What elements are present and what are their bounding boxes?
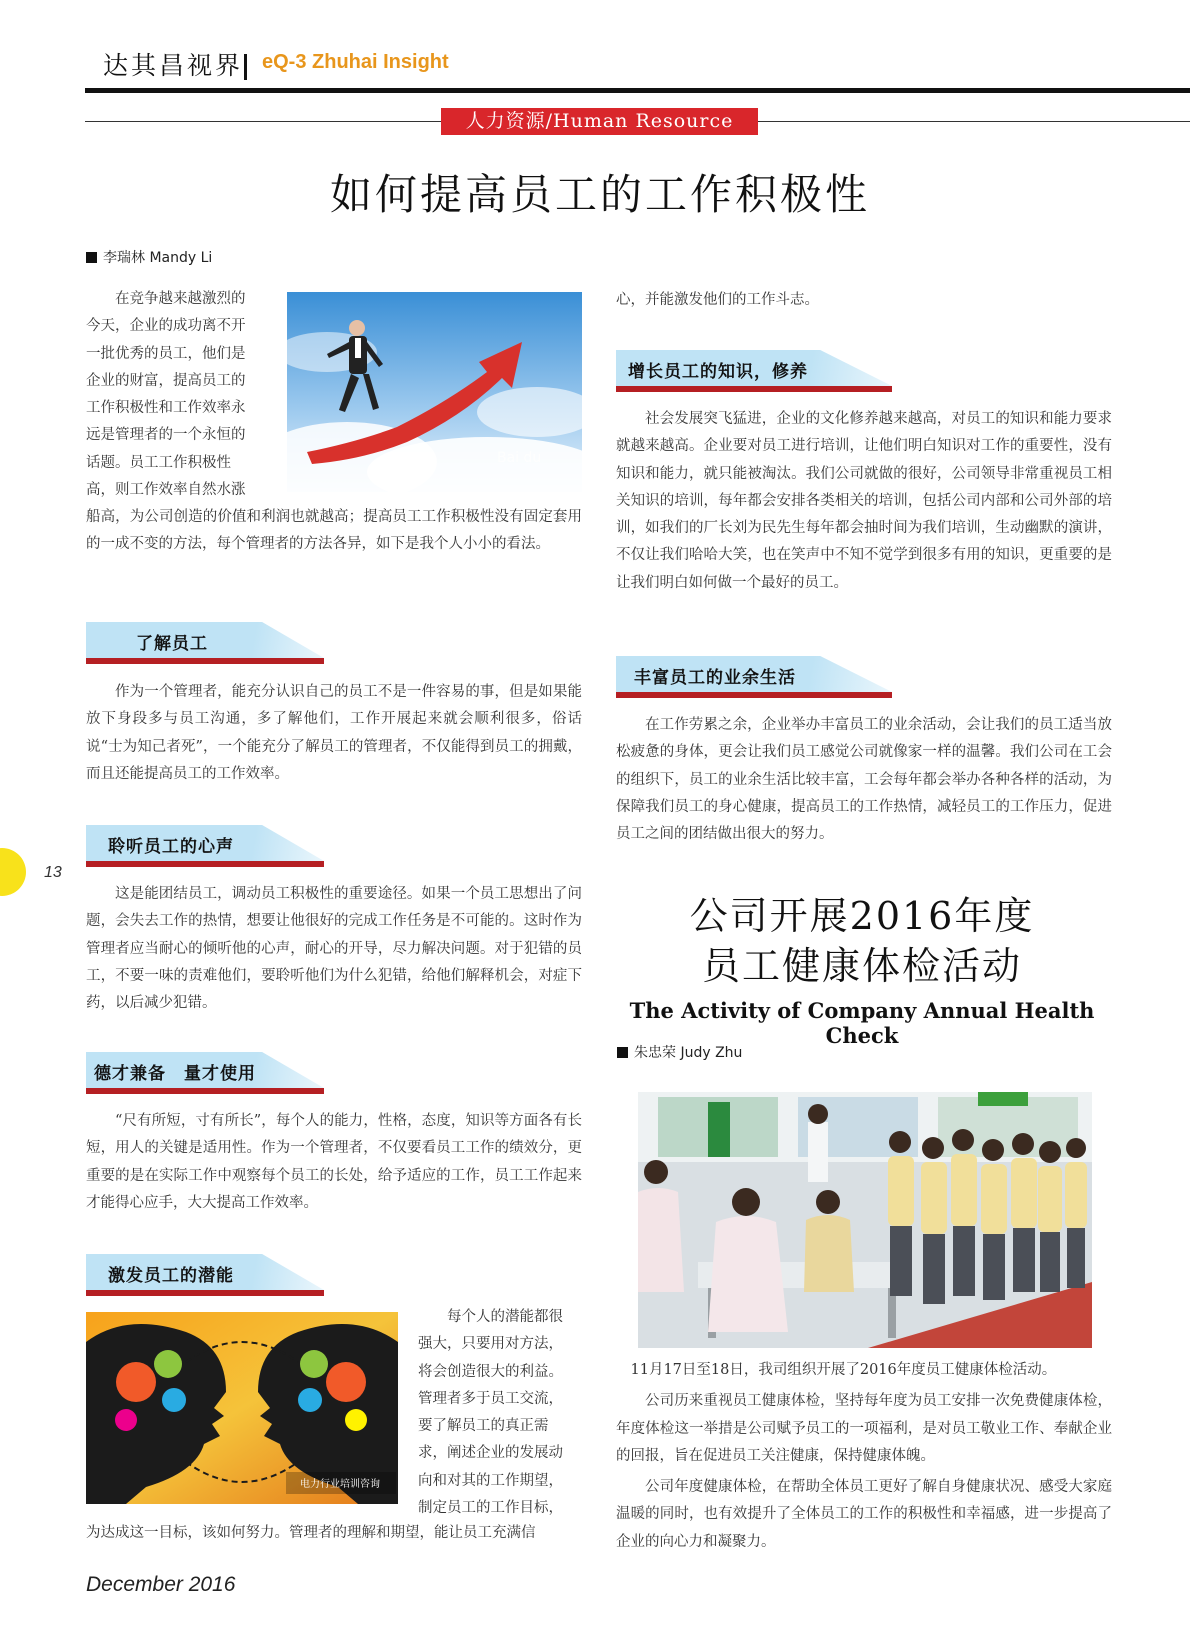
section-body-knowledge [616, 406, 1112, 597]
heading-text: 德才兼备 量才使用 [94, 1064, 256, 1084]
heading-text: 了解员工 [136, 634, 208, 654]
issue-date: December 2016 [86, 1573, 236, 1596]
body-line: 将会创造很大的利益。 [418, 1363, 563, 1380]
heading-underline [86, 1088, 324, 1094]
section-tag: 人力资源/Human Resource [441, 108, 758, 135]
section-body-talent [86, 1108, 582, 1217]
magazine-title-chinese: 达其昌视界 [103, 51, 244, 80]
header-separator [244, 54, 247, 80]
body-paragraph: 公司年度健康体检，在帮助全体员工更好了解自身健康状况、感受大家庭温暖的同时，也有效提升了全体员工的工作的积极性和幸福感，进一步提高了企业的向心力和凝聚力。 [616, 1479, 1112, 1550]
section-heading-knowledge [616, 350, 892, 392]
article2-body [616, 1357, 1112, 1556]
heading-underline [616, 386, 892, 392]
intro-rest [86, 504, 582, 559]
heading-underline [86, 1290, 324, 1296]
intro-line: 工作积极性和工作效率永 [86, 400, 246, 417]
body-line: 制定员工的工作目标， [418, 1500, 563, 1517]
section-body-leisure [616, 712, 1112, 848]
article2-title [612, 891, 1112, 991]
section-heading-listen [86, 825, 324, 867]
body-line: 求，阐述企业的发展动 [418, 1445, 563, 1462]
magazine-title-english: eQ-3 Zhuhai Insight [262, 51, 449, 73]
section-heading-leisure [616, 656, 892, 698]
section-body-understand [86, 679, 582, 788]
heads-gears-image [86, 1312, 398, 1504]
heading-underline [616, 692, 892, 698]
bullet-square-icon [86, 252, 97, 263]
intro-line: 一批优秀的员工，他们是 [86, 345, 246, 362]
intro-line: 企业的财富，提高员工的 [86, 372, 246, 389]
body-paragraph: 11月17日至18日，我司组织开展了2016年度员工健康体检活动。 [630, 1362, 1057, 1378]
heading-text: 丰富员工的业余生活 [634, 668, 796, 688]
article2-title-line1: 公司开展2016年度 [689, 894, 1035, 938]
businessman-arrow-image [287, 292, 582, 492]
section-heading-understand [86, 622, 324, 664]
body-paragraph: 社会发展突飞猛进，企业的文化修养越来越高，对员工的知识和能力要求就越来越高。企业要对员工进行培训，让他们明白知识对工作的重要性，没有知识和能力，就只能被淘汰。我们公司就做的很好，公司领导非常重视员工相关知识的培训，每年都会安排各类相关的培训，包括公司内部和公司外部的培训，如我们的厂长刘为民先生每年都会抽时间为我们培训，生动幽默的演讲，不仅让我们哈哈大笑，也在笑声中不知不觉学到很多有用的知识，更重要的是让我们明白如何做一个最好的员工。 [616, 411, 1112, 591]
article2-title-english: The Activity of Company Annual Health Check [629, 998, 1095, 1048]
body-paragraph: 公司历来重视员工健康体检，坚持每年度为员工安排一次免费健康体检，年度体检这一举措是公司赋予员工的一项福利，是对员工敬业工作、奉献企业的回报，旨在促进员工关注健康，保持健康体魄。 [616, 1393, 1112, 1464]
intro-paragraph: 船高，为公司创造的价值和利润也就越高；提高员工工作积极性没有固定套用的一成不变的方法，每个管理者的方法各异，如下是我个人小小的看法。 [86, 509, 582, 553]
page-number: 13 [44, 864, 62, 881]
intro-line: 今天，企业的成功离不开 [86, 318, 246, 335]
body-line: 为达成这一目标，该如何努力。管理者的理解和期望，能让员工充满信 [86, 1525, 536, 1541]
health-check-photo [638, 1092, 1092, 1348]
bullet-square-icon [617, 1047, 628, 1058]
intro-line: 高，则工作效率自然水涨 [86, 482, 246, 499]
section-body-potential-wrapped [418, 1304, 582, 1522]
image-watermark: 电力行业培训咨询 [300, 1479, 380, 1490]
section-heading-talent [86, 1052, 324, 1094]
intro-wrapped [86, 286, 278, 504]
body-paragraph: “尺有所短，寸有所长”，每个人的能力，性格，态度，知识等方面各有长短，用人的关键是适用性。作为一个管理者，不仅要看员工工作的绩效分，更重要的是在实际工作中观察每个员工的长处，给予适应的工作，员工工作起来才能得心应手，大大提高工作效率。 [86, 1113, 582, 1211]
intro-line: 话题。员工工作积极性 [86, 454, 231, 471]
intro-line: 在竞争越来越激烈的 [115, 291, 246, 307]
heading-underline [86, 658, 324, 664]
heading-text: 聆听员工的心声 [108, 837, 234, 857]
body-line: 向和对其的工作期望， [418, 1472, 563, 1489]
body-paragraph: 在工作劳累之余，企业举办丰富员工的业余活动，会让我们的员工适当放松疲惫的身体，更会让我们员工感觉公司就像家一样的温馨。我们公司在工会的组织下，员工的业余生活比较丰富，工会每年都会举办各种各样的活动，为保障我们员工的身心健康，提高员工的工作热情，减轻员工的工作压力，促进员工之间的团结做出很大的努力。 [616, 717, 1112, 843]
section-heading-potential [86, 1254, 324, 1296]
page-marker-circle [0, 848, 26, 896]
intro-line: 远是管理者的一个永恒的 [86, 427, 246, 444]
article2-title-line2: 员工健康体检活动 [701, 944, 1022, 988]
continued-paragraph: 心，并能激发他们的工作斗志。 [616, 292, 819, 308]
svg-text:Bai du: Bai du [497, 450, 542, 466]
article2-author: 朱忠荣 Judy Zhu [617, 1042, 742, 1062]
article-author: 李瑞林 Mandy Li [86, 247, 212, 267]
body-line: 要了解员工的真正需 [418, 1418, 549, 1435]
heading-text: 激发员工的潜能 [108, 1266, 234, 1286]
article-title: 如何提高员工的工作积极性 [329, 170, 870, 219]
body-paragraph: 这是能团结员工，调动员工积极性的重要途径。如果一个员工思想出了问题，会失去工作的热情，想要让他很好的完成工作任务是不可能的。这时作为管理者应当耐心的倾听他的心声，耐心的开导，尽力解决问题。对于犯错的员工，不要一味的责难他们，要聆听他们为什么犯错，给他们解释机会，对症下药，以后减少犯错。 [86, 886, 582, 1012]
continued-text [616, 287, 1112, 314]
heading-text: 增长员工的知识，修养 [628, 362, 808, 382]
section-body-potential-rest [86, 1520, 582, 1547]
body-line: 每个人的潜能都很 [447, 1309, 563, 1325]
body-line: 强大，只要用对方法， [418, 1336, 563, 1353]
body-paragraph: 作为一个管理者，能充分认识自己的员工不是一件容易的事，但是如果能放下身段多与员工沟通，多了解他们，工作开展起来就会顺利很多，俗话说“士为知己者死”，一个能充分了解员工的管理者，不仅能得到员工的拥戴，而且还能提高员工的工作效率。 [86, 684, 582, 782]
body-line: 管理者多于员工交流， [418, 1390, 563, 1407]
header-rule [85, 88, 1190, 93]
section-body-listen [86, 881, 582, 1017]
heading-underline [86, 861, 324, 867]
